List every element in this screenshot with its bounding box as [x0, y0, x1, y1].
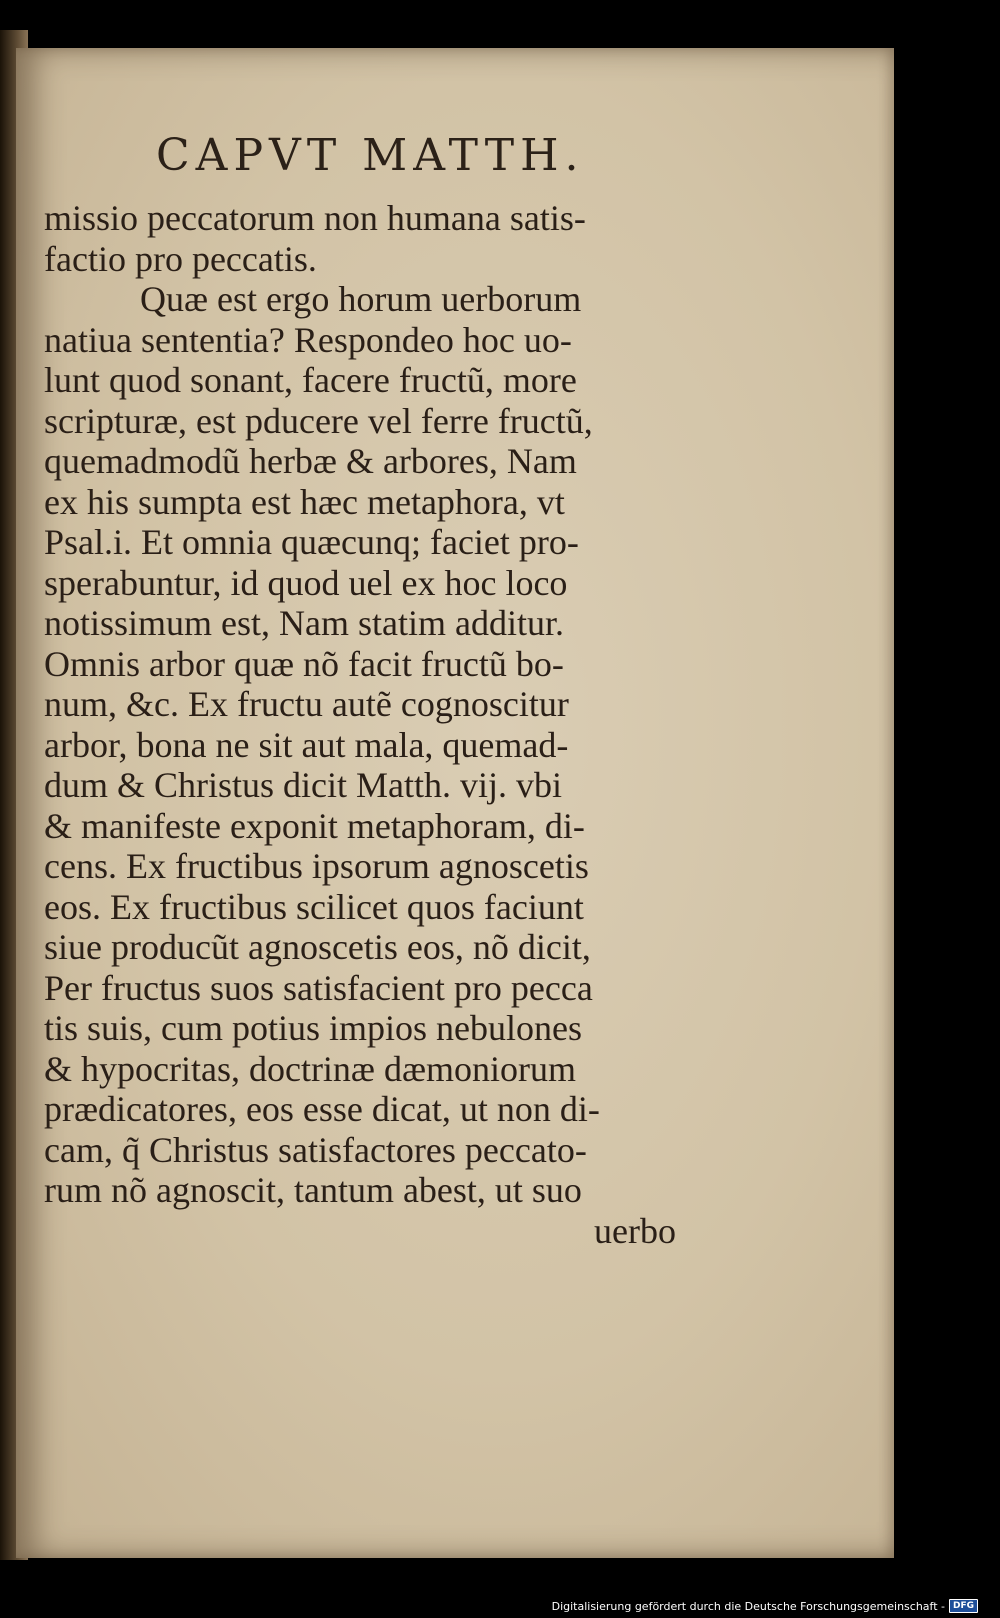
text-line: & manifeste exponit metaphoram, di-: [44, 805, 585, 846]
text-line: tis suis, cum potius impios nebulones: [44, 1008, 583, 1048]
text-line: ex his sumpta est hæc metaphora, vt: [44, 481, 565, 522]
body-text: [44, 198, 684, 1251]
text-line: arbor, bona ne sit aut mala, quemad-: [44, 724, 569, 765]
book-page: [16, 48, 894, 1558]
text-line: notissimum est, Nam statim additur.: [44, 603, 564, 643]
catchword: uerbo: [594, 1210, 676, 1251]
text-line: natiua sententia? Respondeo hoc uo-: [44, 319, 572, 360]
text-line: rum nõ agnoscit, tantum abest, ut suo: [44, 1170, 582, 1210]
text-line: eos. Ex fructibus scilicet quos faciunt: [44, 886, 584, 927]
text-line: & hypocritas, doctrinæ dæmoniorum: [44, 1048, 576, 1089]
credit-text: Digitalisierung gefördert durch die Deutsche Forschungsgemeinschaft -: [551, 1599, 945, 1613]
text-line: Omnis arbor quæ nõ facit fructũ bo-: [44, 643, 564, 684]
text-line: lunt quod sonant, facere fructũ, more: [44, 360, 577, 400]
text-line: cam, q̃ Christus satisfactores peccato-: [44, 1129, 587, 1170]
digitization-credit: [552, 1598, 978, 1614]
text-line: siue producũt agnoscetis eos, nõ dicit,: [44, 927, 591, 967]
text-line: missio peccatorum non humana satis-: [44, 198, 586, 238]
text-line: dum & Christus dicit Matth. vij. vbi: [44, 765, 563, 805]
text-line: Quæ est ergo horum uerborum: [140, 279, 582, 319]
text-line: scripturæ, est pducere vel ferre fructũ,: [44, 400, 593, 441]
running-head: CAPVT MATTH.: [156, 130, 585, 181]
text-line: prædicatores, eos esse dicat, ut non di-: [44, 1089, 600, 1129]
text-line: quemadmodũ herbæ & arbores, Nam: [44, 441, 577, 481]
text-line: factio pro peccatis.: [44, 238, 317, 279]
text-line: Per fructus suos satisfacient pro pecca: [44, 967, 593, 1008]
text-line: sperabuntur, id quod uel ex hoc loco: [44, 562, 568, 603]
text-line: num, &c. Ex fructu autẽ cognoscitur: [44, 684, 569, 724]
dfg-logo-icon: DFG: [949, 1599, 978, 1613]
text-line: Psal.i. Et omnia quæcunq; faciet pro-: [44, 522, 579, 562]
text-line: cens. Ex fructibus ipsorum agnoscetis: [44, 846, 589, 886]
